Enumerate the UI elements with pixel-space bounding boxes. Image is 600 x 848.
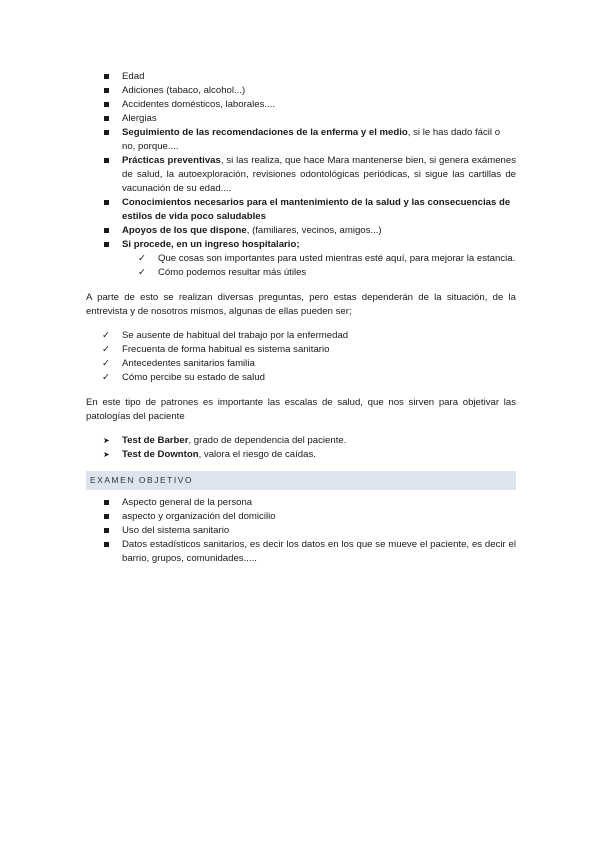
square-bullet-icon [104, 158, 109, 163]
list-item: ✓ Que cosas son importantes para usted mientras esté aquí, para mejorar la estancia. [138, 253, 516, 264]
list-item: ✓ Cómo podemos resultar más útiles [138, 267, 307, 278]
square-bullet-icon [104, 514, 109, 519]
list-item: ➤ Test de Downton, valora el riesgo de caídas. [103, 449, 316, 460]
list-item: Conocimientos necesarios para el mantenimiento de la salud y las consecuencias de estilos de vida poco saludables [86, 196, 516, 224]
checkmark-icon: ✓ [138, 253, 146, 264]
square-bullet-icon [104, 228, 109, 233]
list-item: Seguimiento de las recomendaciones de la enferma y el medio, si le has dado fácil o no, porque.... [86, 126, 516, 154]
arrow-bullet-icon: ➤ [103, 436, 110, 445]
square-bullet-icon [104, 242, 109, 247]
page-content [86, 70, 516, 566]
hospital-sublist [86, 252, 516, 280]
list-item: ✓ Frecuenta de forma habitual es sistema sanitario [102, 344, 330, 355]
square-bullet-icon [104, 200, 109, 205]
list-item: Si procede, en un ingreso hospitalario; [86, 238, 516, 252]
checkmark-icon: ✓ [102, 372, 110, 383]
checkmark-icon: ✓ [102, 344, 110, 355]
paragraph-scales: En este tipo de patrones es importante las escalas de salud, que nos sirven para objetivar las patologías del paciente [86, 397, 516, 422]
list-item: Prácticas preventivas, si las realiza, que hace Mara mantenerse bien, si genera exámenes de salud, la autoexploración, revisiones odontológicas periódicas, si sigue las cartillas de vacunación de su edad.... [86, 154, 516, 196]
square-bullet-icon [104, 88, 109, 93]
checkmark-icon: ✓ [102, 358, 110, 369]
list-item: Aspecto general de la persona [86, 496, 516, 510]
list-item: ✓ Se ausente de habitual del trabajo por la enfermedad [102, 330, 349, 341]
section-heading: EXAMEN OBJETIVO [86, 471, 516, 490]
square-bullet-icon [104, 74, 109, 79]
checkmark-icon: ✓ [102, 330, 110, 341]
tests-list [86, 434, 516, 462]
paragraph-questions: A parte de esto se realizan diversas preguntas, pero estas dependerán de la situación, de la entrevista y de nosotros mismos, algunas de ellas pueden ser; [86, 292, 516, 317]
questions-checklist [86, 329, 516, 385]
list-item: Edad [86, 70, 516, 84]
exam-list [86, 496, 516, 566]
list-item: aspecto y organización del domicilio [86, 510, 516, 524]
history-list [86, 70, 516, 252]
list-item: Accidentes domésticos, laborales.... [86, 98, 516, 112]
square-bullet-icon [104, 528, 109, 533]
list-item: Uso del sistema sanitario [86, 524, 516, 538]
list-item: ➤ Test de Barber, grado de dependencia del paciente. [103, 435, 347, 446]
square-bullet-icon [104, 542, 109, 547]
list-item: ✓ Cómo percibe su estado de salud [102, 372, 265, 383]
square-bullet-icon [104, 130, 109, 135]
square-bullet-icon [104, 102, 109, 107]
square-bullet-icon [104, 500, 109, 505]
list-item: Adiciones (tabaco, alcohol...) [86, 84, 516, 98]
list-item: Apoyos de los que dispone, (familiares, vecinos, amigos...) [86, 224, 516, 238]
square-bullet-icon [104, 116, 109, 121]
list-item: Datos estadísticos sanitarios, es decir los datos en los que se mueve el paciente, es decir el barrio, grupos, comunidades..... [86, 538, 516, 566]
checkmark-icon: ✓ [138, 267, 146, 278]
list-item: Alergias [86, 112, 516, 126]
list-item: ✓ Antecedentes sanitarios familia [102, 358, 255, 369]
arrow-bullet-icon: ➤ [103, 450, 110, 459]
